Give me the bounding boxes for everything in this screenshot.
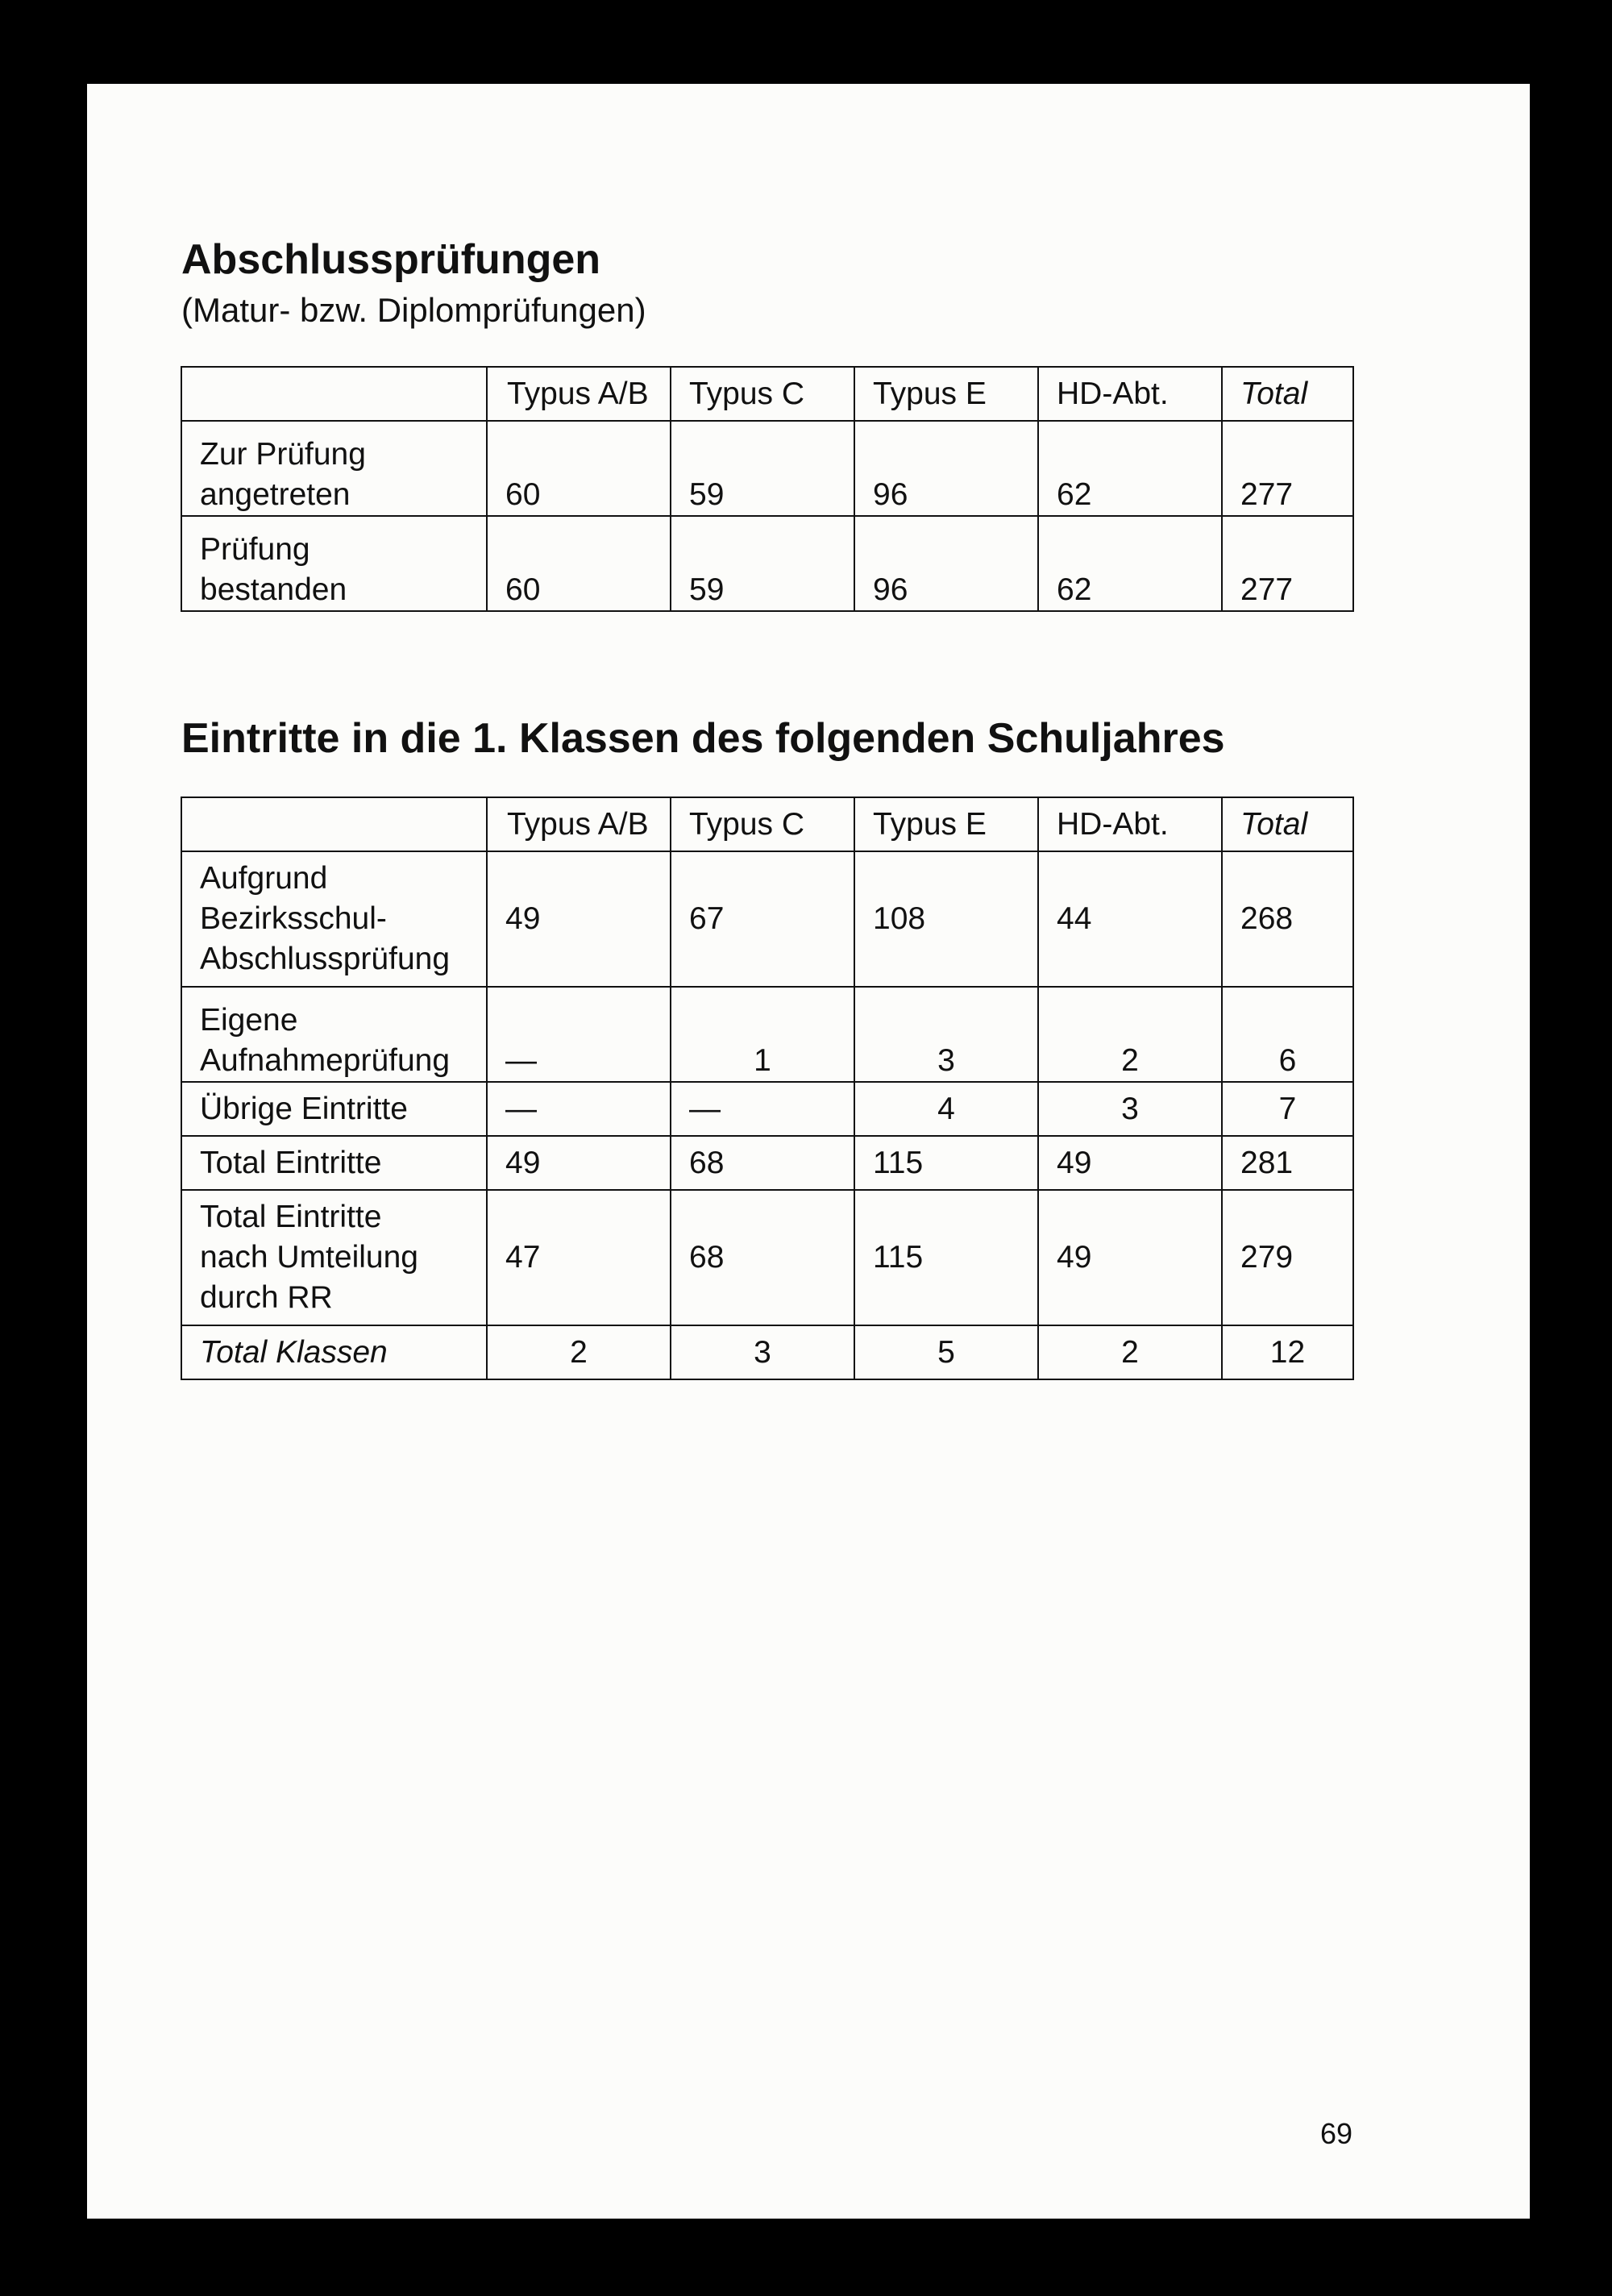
table-row (181, 1136, 1353, 1190)
value-typus-c: 67 (671, 851, 854, 987)
table-row (181, 1325, 1353, 1379)
value-typus-c: 59 (671, 516, 854, 611)
table-header-row (181, 797, 1353, 851)
value-total: 268 (1222, 851, 1353, 987)
value-hd-abt: 62 (1038, 516, 1222, 611)
value-typus-ab: 49 (487, 1136, 671, 1190)
value-total: 277 (1222, 421, 1353, 516)
row-label: Total Klassen (181, 1325, 487, 1379)
table-row (181, 987, 1353, 1082)
row-label: Zur Prüfung angetreten (181, 421, 487, 516)
table-row (181, 1190, 1353, 1325)
row-label: Total Eintritte (181, 1136, 487, 1190)
value-typus-e: 108 (854, 851, 1038, 987)
table-row (181, 421, 1353, 516)
value-typus-e: 115 (854, 1136, 1038, 1190)
document-page (87, 84, 1530, 2219)
value-typus-ab: 49 (487, 851, 671, 987)
header-typus-c: Typus C (671, 797, 854, 851)
header-total: Total (1222, 367, 1353, 421)
value-hd-abt: 49 (1038, 1136, 1222, 1190)
value-typus-c: 1 (671, 987, 854, 1082)
value-typus-e: 115 (854, 1190, 1038, 1325)
header-total: Total (1222, 797, 1353, 851)
row-label: Prüfung bestanden (181, 516, 487, 611)
table-header-row (181, 367, 1353, 421)
value-typus-c: 3 (671, 1325, 854, 1379)
header-typus-e: Typus E (854, 367, 1038, 421)
value-total: 6 (1222, 987, 1353, 1082)
value-typus-e: 4 (854, 1082, 1038, 1136)
value-typus-ab: 60 (487, 516, 671, 611)
row-label: Total Eintritte nach Umteilung durch RR (181, 1190, 487, 1325)
header-cell-empty (181, 797, 487, 851)
eintritte-table (181, 797, 1354, 1380)
header-typus-e: Typus E (854, 797, 1038, 851)
section-subtitle: (Matur- bzw. Diplomprüfungen) (181, 291, 646, 329)
value-hd-abt: 2 (1038, 1325, 1222, 1379)
value-typus-e: 3 (854, 987, 1038, 1082)
value-typus-c: 68 (671, 1190, 854, 1325)
row-label: Aufgrund Bezirksschul- Abschlussprüfung (181, 851, 487, 987)
value-typus-ab: 47 (487, 1190, 671, 1325)
value-hd-abt: 62 (1038, 421, 1222, 516)
value-typus-e: 5 (854, 1325, 1038, 1379)
abschlusspruefungen-table (181, 366, 1354, 612)
value-total: 279 (1222, 1190, 1353, 1325)
row-label: Übrige Eintritte (181, 1082, 487, 1136)
section-title-abschlusspruefungen: Abschlussprüfungen (181, 236, 601, 283)
value-total: 277 (1222, 516, 1353, 611)
value-hd-abt: 3 (1038, 1082, 1222, 1136)
value-typus-ab: 60 (487, 421, 671, 516)
value-typus-ab: — (487, 1082, 671, 1136)
header-hd-abt: HD-Abt. (1038, 367, 1222, 421)
value-total: 7 (1222, 1082, 1353, 1136)
header-cell-empty (181, 367, 487, 421)
header-typus-c: Typus C (671, 367, 854, 421)
value-typus-c: 59 (671, 421, 854, 516)
section-title-eintritte: Eintritte in die 1. Klassen des folgenden Schuljahres (181, 715, 1225, 762)
value-typus-c: 68 (671, 1136, 854, 1190)
value-total: 281 (1222, 1136, 1353, 1190)
header-typus-ab: Typus A/B (487, 797, 671, 851)
value-hd-abt: 49 (1038, 1190, 1222, 1325)
value-hd-abt: 44 (1038, 851, 1222, 987)
value-total: 12 (1222, 1325, 1353, 1379)
value-hd-abt: 2 (1038, 987, 1222, 1082)
table-row (181, 516, 1353, 611)
page-number: 69 (1320, 2117, 1353, 2150)
header-hd-abt: HD-Abt. (1038, 797, 1222, 851)
value-typus-e: 96 (854, 421, 1038, 516)
table-row (181, 1082, 1353, 1136)
table-row (181, 851, 1353, 987)
value-typus-c: — (671, 1082, 854, 1136)
value-typus-e: 96 (854, 516, 1038, 611)
value-typus-ab: — (487, 987, 671, 1082)
header-typus-ab: Typus A/B (487, 367, 671, 421)
value-typus-ab: 2 (487, 1325, 671, 1379)
row-label: Eigene Aufnahmeprüfung (181, 987, 487, 1082)
